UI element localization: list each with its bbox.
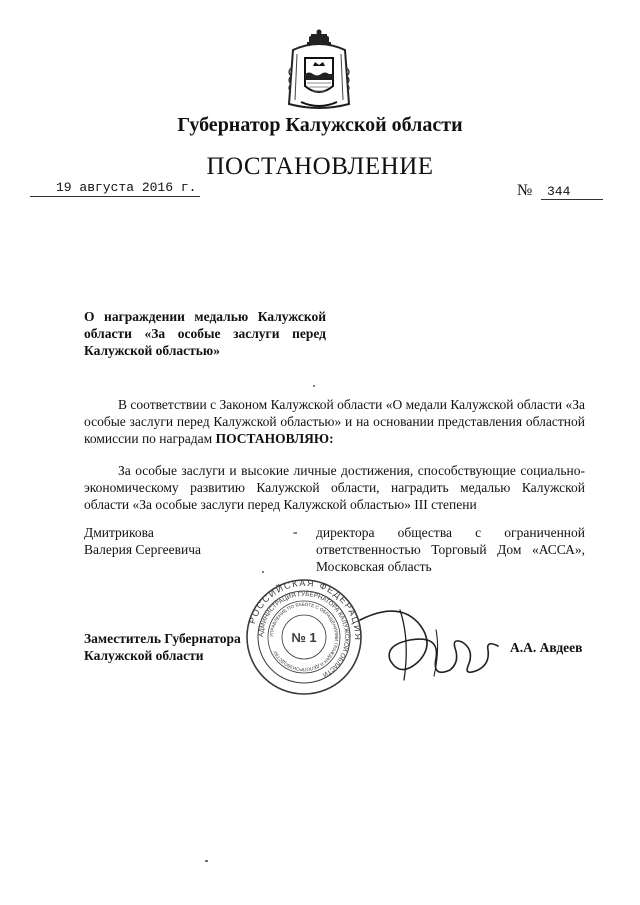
- awardee-dash: -: [293, 524, 298, 539]
- decree-subject: О награждении медалью Калужской области «За особые заслуги перед Калужской областью»: [84, 309, 326, 358]
- decree-word: ПОСТАНОВЛЯЮ:: [215, 431, 334, 446]
- signer-position: [84, 630, 264, 664]
- document-date: 19 августа 2016 г.: [30, 180, 200, 197]
- awardee-surname: Дмитрикова: [84, 525, 154, 540]
- seal-inner-text: УПРАВЛЕНИЕ ПО РАБОТЕ С ОБРАЩЕНИЯМИ ГРАЖДАН И ДЕЛОПРОИЗВОДСТВУ: [268, 601, 340, 673]
- seal-outer-text: РОССИЙСКАЯ ФЕДЕРАЦИЯ: [246, 578, 363, 642]
- number-sign: №: [517, 182, 533, 199]
- scan-speck: [205, 860, 208, 862]
- awardee-name: [84, 524, 264, 558]
- awardee-given-names: Валерия Сергеевича: [84, 542, 202, 557]
- awardee-description: директора общества с ограниченной ответственностью Торговый Дом «АССА», Московская область: [316, 525, 585, 574]
- award-text: За особые заслуги и высокие личные достижения, способствующие социально-экономическому развитию Калужской области, наградить медалью Калужской области «За особые заслуги перед Калужской областью» III степени: [84, 463, 585, 512]
- preamble-paragraph: [84, 396, 585, 447]
- preamble-text: В соответствии с Законом Калужской области «О медали Калужской области «За особые заслуги перед Калужской областью» и на основании представления областной комиссии по наградам: [84, 397, 585, 446]
- document-type: ПОСТАНОВЛЕНИЕ: [206, 153, 434, 180]
- kaluga-coat-of-arms-icon: [283, 28, 355, 112]
- document-number-field: [517, 182, 607, 200]
- signer-position-line2: Калужской области: [84, 648, 204, 663]
- signer-name: А.А. Авдеев: [510, 640, 583, 655]
- award-paragraph: [84, 462, 585, 513]
- issuing-authority: Губернатор Калужской области: [177, 114, 463, 136]
- seal-ring-text: АДМИНИСТРАЦИЯ ГУБЕРНАТОРА КАЛУЖСКОЙ ОБЛАСТИ: [257, 590, 351, 679]
- scan-speck: [313, 385, 315, 387]
- document-number: 344: [541, 184, 603, 200]
- scan-speck: [262, 571, 264, 573]
- signer-position-line1: Заместитель Губернатора: [84, 631, 241, 646]
- handwritten-signature-icon: [340, 600, 510, 690]
- seal-number: № 1: [291, 630, 317, 645]
